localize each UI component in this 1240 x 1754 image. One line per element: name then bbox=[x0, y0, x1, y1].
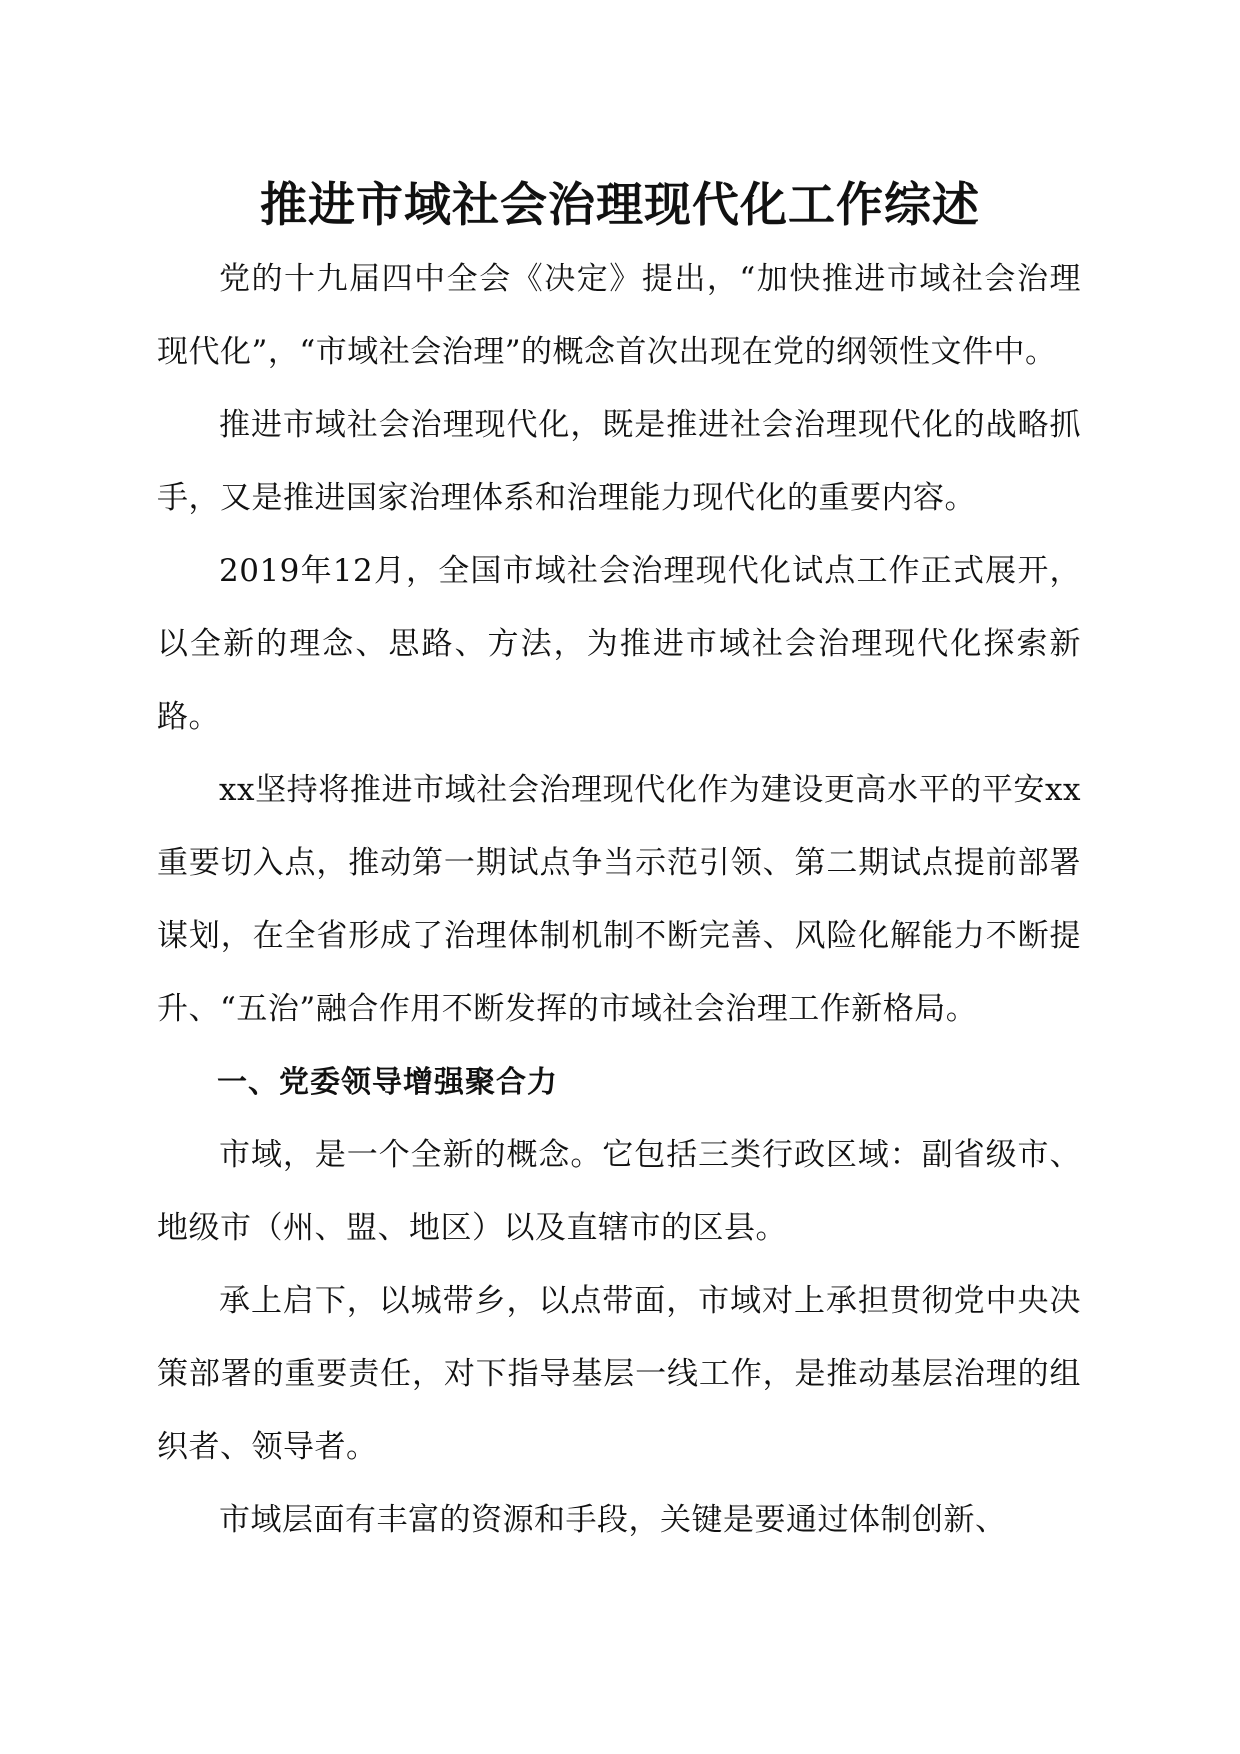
document-body bbox=[157, 243, 1081, 1557]
paragraph-2: 推进市域社会治理现代化，既是推进社会治理现代化的战略抓手，又是推进国家治理体系和治理能力现代化的重要内容。 bbox=[157, 407, 1081, 516]
paragraph-1: 党的十九届四中全会《决定》提出，“加快推进市域社会治理现代化”，“市域社会治理”的概念首次出现在党的纲领性文件中。 bbox=[157, 261, 1081, 370]
section-paragraph-3: 市域层面有丰富的资源和手段，关键是要通过体制创新、 bbox=[219, 1502, 1007, 1538]
section-paragraph-1: 市域，是一个全新的概念。它包括三类行政区域：副省级市、地级市（州、盟、地区）以及直辖市的区县。 bbox=[157, 1137, 1081, 1246]
section-paragraph-2: 承上启下，以城带乡，以点带面，市域对上承担贯彻党中央决策部署的重要责任，对下指导基层一线工作，是推动基层治理的组织者、领导者。 bbox=[157, 1283, 1081, 1465]
document-title: 推进市域社会治理现代化工作综述 bbox=[260, 178, 980, 233]
section-heading: 一、党委领导增强聚合力 bbox=[217, 1065, 558, 1100]
paragraph-4: xx坚持将推进市域社会治理现代化作为建设更高水平的平安xx重要切入点，推动第一期试点争当示范引领、第二期试点提前部署谋划，在全省形成了治理体制机制不断完善、风险化解能力不断提升、“五治”融合作用不断发挥的市域社会治理工作新格局。 bbox=[157, 772, 1081, 1027]
paragraph-3: 2019年12月，全国市域社会治理现代化试点工作正式展开，以全新的理念、思路、方法，为推进市域社会治理现代化探索新路。 bbox=[157, 553, 1081, 735]
